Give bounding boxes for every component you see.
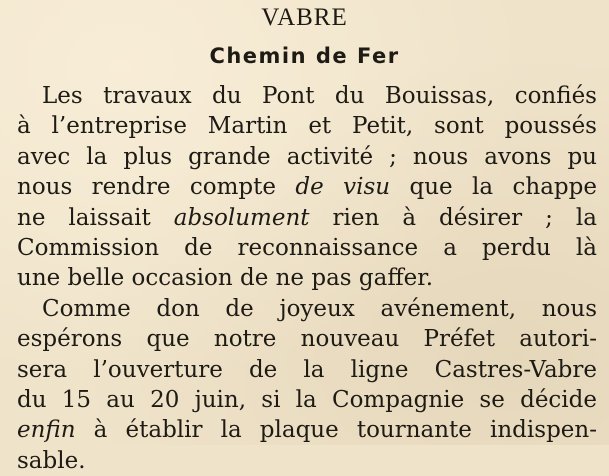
text-run: Commission de reconnaissance a perdu là (17, 235, 597, 261)
text-line (17, 446, 597, 476)
text-run: nous rendre compte (17, 174, 296, 201)
italic-text: de visu (295, 174, 391, 201)
text-line (17, 385, 597, 415)
text-run: du 15 au 20 juin, si la Compagnie se décide (17, 387, 597, 413)
place-heading: VABRE (261, 4, 348, 31)
text-run: Les travaux du Pont du Bouissas, confiés (42, 83, 597, 109)
text-line (17, 142, 597, 172)
text-run: espérons que notre nouveau Préfet autori- (17, 326, 597, 353)
text-run: que la chappe (390, 174, 597, 201)
text-line (17, 324, 597, 354)
text-line (17, 233, 597, 263)
article-title: Chemin de Fer (209, 44, 400, 68)
text-line (42, 294, 597, 324)
text-line (42, 81, 597, 111)
text-line (17, 415, 597, 445)
text-run: sera l’ouverture de la ligne Castres-Vabre (17, 356, 597, 383)
text-run: sable. (17, 447, 86, 474)
text-line (17, 172, 597, 202)
text-run: à établir la plaque tournante indispen- (75, 417, 597, 444)
text-line (17, 111, 597, 141)
text-line (17, 203, 597, 233)
italic-text: enfin (17, 417, 76, 444)
text-run: ne laissait (17, 204, 174, 231)
italic-text: absolument (173, 204, 310, 231)
text-run: avec la plus grande activité ; nous avons pu (17, 143, 597, 170)
text-run: rien à désirer ; la (309, 204, 597, 231)
text-line (17, 355, 597, 385)
text-line (17, 263, 597, 293)
text-run: à l’entreprise Martin et Petit, sont poussés (17, 113, 597, 140)
text-run: Comme don de joyeux avénement, nous (42, 295, 597, 322)
text-run: une belle occasion de ne pas gaffer. (17, 265, 434, 292)
